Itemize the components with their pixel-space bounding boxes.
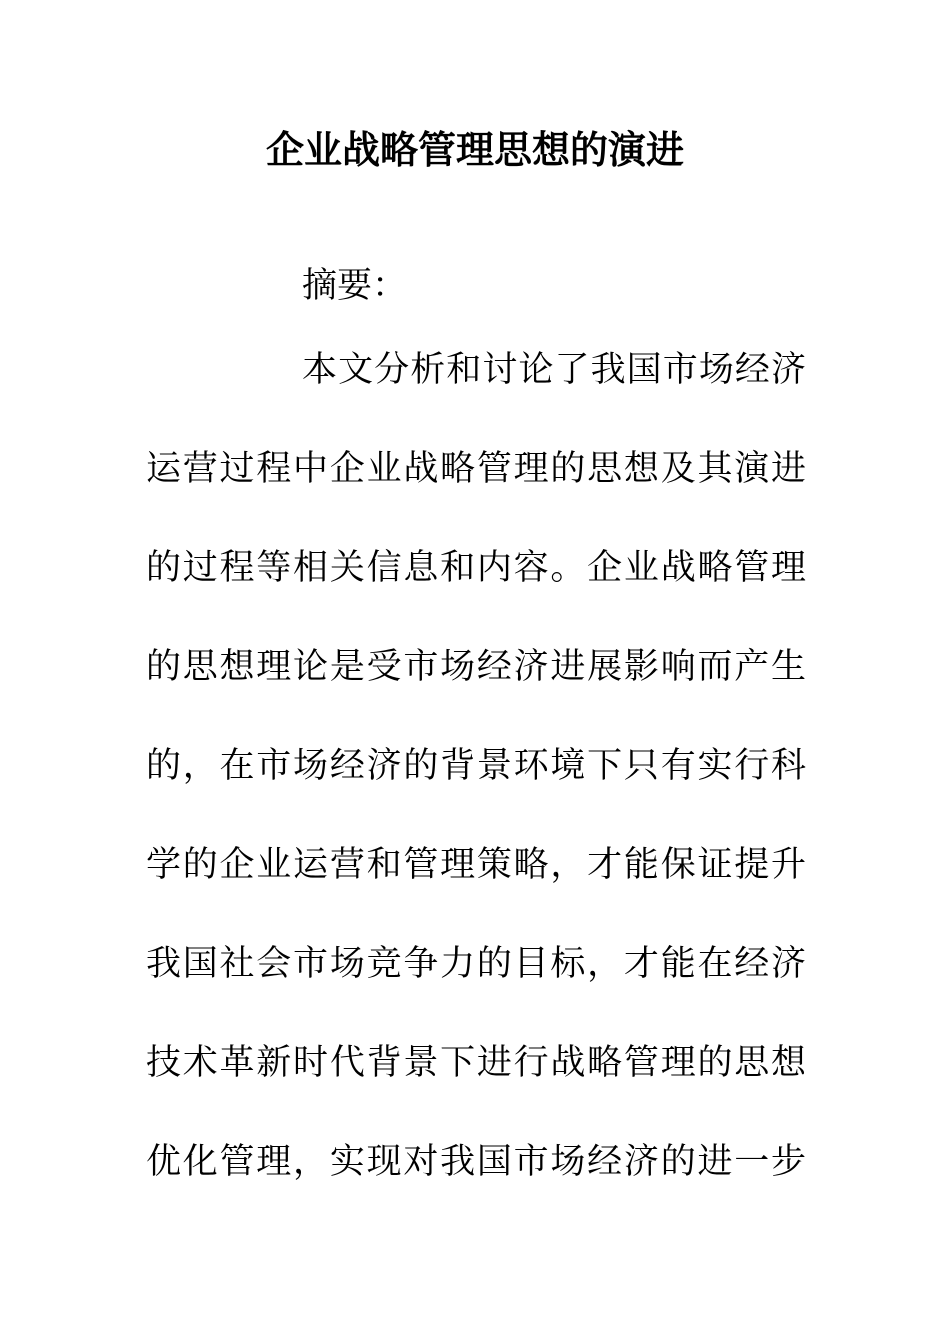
abstract-line: 运营过程中企业战略管理的思想及其演进: [146, 449, 806, 489]
abstract-line: 技术革新时代背景下进行战略管理的思想: [146, 1043, 806, 1083]
document-title: 企业战略管理思想的演进: [265, 127, 684, 172]
abstract-line: 我国社会市场竞争力的目标，才能在经济: [146, 944, 806, 984]
abstract-line: 的，在市场经济的背景环境下只有实行科: [146, 746, 806, 786]
abstract-line: 的思想理论是受市场经济进展影响而产生: [146, 647, 806, 687]
abstract-line: 的过程等相关信息和内容。企业战略管理: [146, 548, 806, 588]
abstract-line: 优化管理，实现对我国市场经济的进一步: [146, 1142, 806, 1182]
abstract-line: 学的企业运营和管理策略，才能保证提升: [146, 845, 806, 885]
abstract-label: 摘要：: [302, 266, 408, 306]
abstract-line: 本文分析和讨论了我国市场经济: [302, 350, 806, 390]
